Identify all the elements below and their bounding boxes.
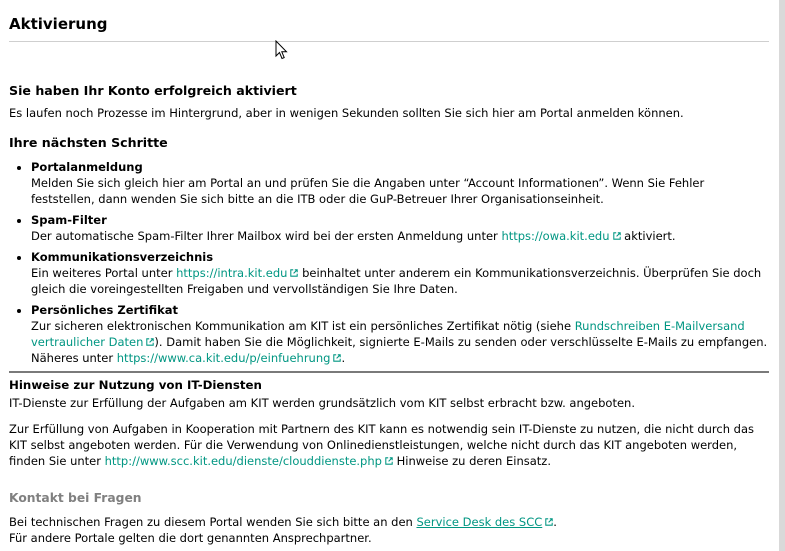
text-fragment: . [553, 515, 557, 529]
step-title-zertifikat: • Persönliches Zertifikat [31, 303, 179, 317]
step-text-zertifikat [31, 318, 769, 366]
intra-link[interactable] [176, 266, 298, 280]
link-label: http://www.scc.kit.edu/dienste/clouddienste.php [104, 454, 382, 468]
external-link-icon [385, 457, 393, 465]
list-item [31, 212, 769, 244]
success-heading: Sie haben Ihr Konto erfolgreich aktiviert [9, 83, 297, 98]
text-fragment: aktiviert. [620, 229, 676, 243]
list-item [31, 302, 769, 366]
section-divider [9, 371, 769, 373]
mouse-cursor-icon [275, 40, 289, 60]
step-title-kommunikationsverzeichnis: • Kommunikationsverzeichnis [31, 250, 214, 264]
text-fragment: Zur sicheren elektronischen Kommunikation am KIT ist ein persönliches Zertifikat nötig (siehe [31, 319, 575, 333]
text-fragment: Bei technischen Fragen zu diesem Portal wenden Sie sich bitte an den [9, 515, 417, 529]
step-title-portalanmeldung: • Portalanmeldung [31, 160, 143, 174]
clouddienste-link[interactable] [105, 454, 393, 468]
text-fragment: Hinweise zu deren Einsatz. [392, 454, 551, 468]
link-label: Service Desk des SCC [416, 515, 543, 529]
next-steps-heading: Ihre nächsten Schritte [9, 135, 168, 150]
next-steps-list [9, 159, 769, 366]
link-label: https://intra.kit.edu [176, 266, 288, 280]
text-fragment: beinhaltet unter anderem ein Kommunikationsverzeichnis. Überprüfen Sie doch gleich die voreingestellten Freigaben und vervollständigen Sie Ihre Daten. [31, 266, 762, 296]
link-label: https://owa.kit.edu [501, 229, 610, 243]
ca-einfuehrung-link[interactable] [117, 351, 342, 365]
step-text-portalanmeldung: Melden Sie sich gleich hier am Portal an und prüfen Sie die Angaben unter “Account Informationen”. Wenn Sie Fehler feststellen, dann wenden Sie sich bitte an die ITB oder die GuP-Betreuer Ihrer Organisationseinheit. [31, 176, 705, 206]
list-item [31, 159, 769, 207]
service-desk-link[interactable] [416, 515, 553, 529]
contact-text-2: Für andere Portale gelten die dort genannten Ansprechpartner. [9, 531, 372, 545]
step-title-spam-filter: • Spam-Filter [31, 213, 107, 227]
main-content [9, 0, 769, 546]
text-fragment: Zur Erfüllung von Aufgaben in Kooperation mit Partnern des KIT kann es notwendig sein IT-Dienste zu nutzen, die nicht durch das KIT selbst angeboten werden. Für die Verwendung von Onlinedienstleistungen, welche nicht durch das KIT angeboten werden, finden Sie unter [9, 422, 755, 468]
list-item [31, 249, 769, 297]
owa-link[interactable] [501, 229, 620, 243]
text-fragment: Der automatische Spam-Filter Ihrer Mailbox wird bei der ersten Anmeldung unter [31, 229, 502, 243]
text-fragment: Ein weiteres Portal unter [31, 266, 177, 280]
step-text-kommunikationsverzeichnis [31, 265, 769, 297]
link-label: https://www.ca.kit.edu/p/einfuehrung [116, 351, 331, 365]
it-services-heading: Hinweise zur Nutzung von IT-Diensten [9, 378, 262, 392]
it-services-text-1: IT-Dienste zur Erfüllung der Aufgaben am KIT werden grundsätzlich vom KIT selbst erbracht bzw. angeboten. [9, 396, 635, 410]
page-title: Aktivierung [9, 15, 108, 33]
contact-heading: Kontakt bei Fragen [9, 491, 142, 505]
external-link-icon [613, 232, 621, 240]
contact-text [9, 514, 769, 530]
title-divider [9, 41, 769, 42]
scrollbar[interactable] [779, 0, 785, 551]
text-fragment: ). Damit haben Sie die Möglichkeit, signierte E-Mails zu senden oder verschlüsselte E-Mails zu empfangen. Näheres unter [31, 335, 768, 365]
step-text-spam-filter [31, 228, 769, 244]
it-services-text-2 [9, 421, 769, 469]
success-text: Es laufen noch Prozesse im Hintergrund, aber in wenigen Sekunden sollten Sie sich hier am Portal anmelden können. [9, 106, 684, 120]
link-label: Rundschreiben E-Mailversand vertraulicher Daten [31, 319, 745, 349]
text-fragment: . [341, 351, 346, 365]
